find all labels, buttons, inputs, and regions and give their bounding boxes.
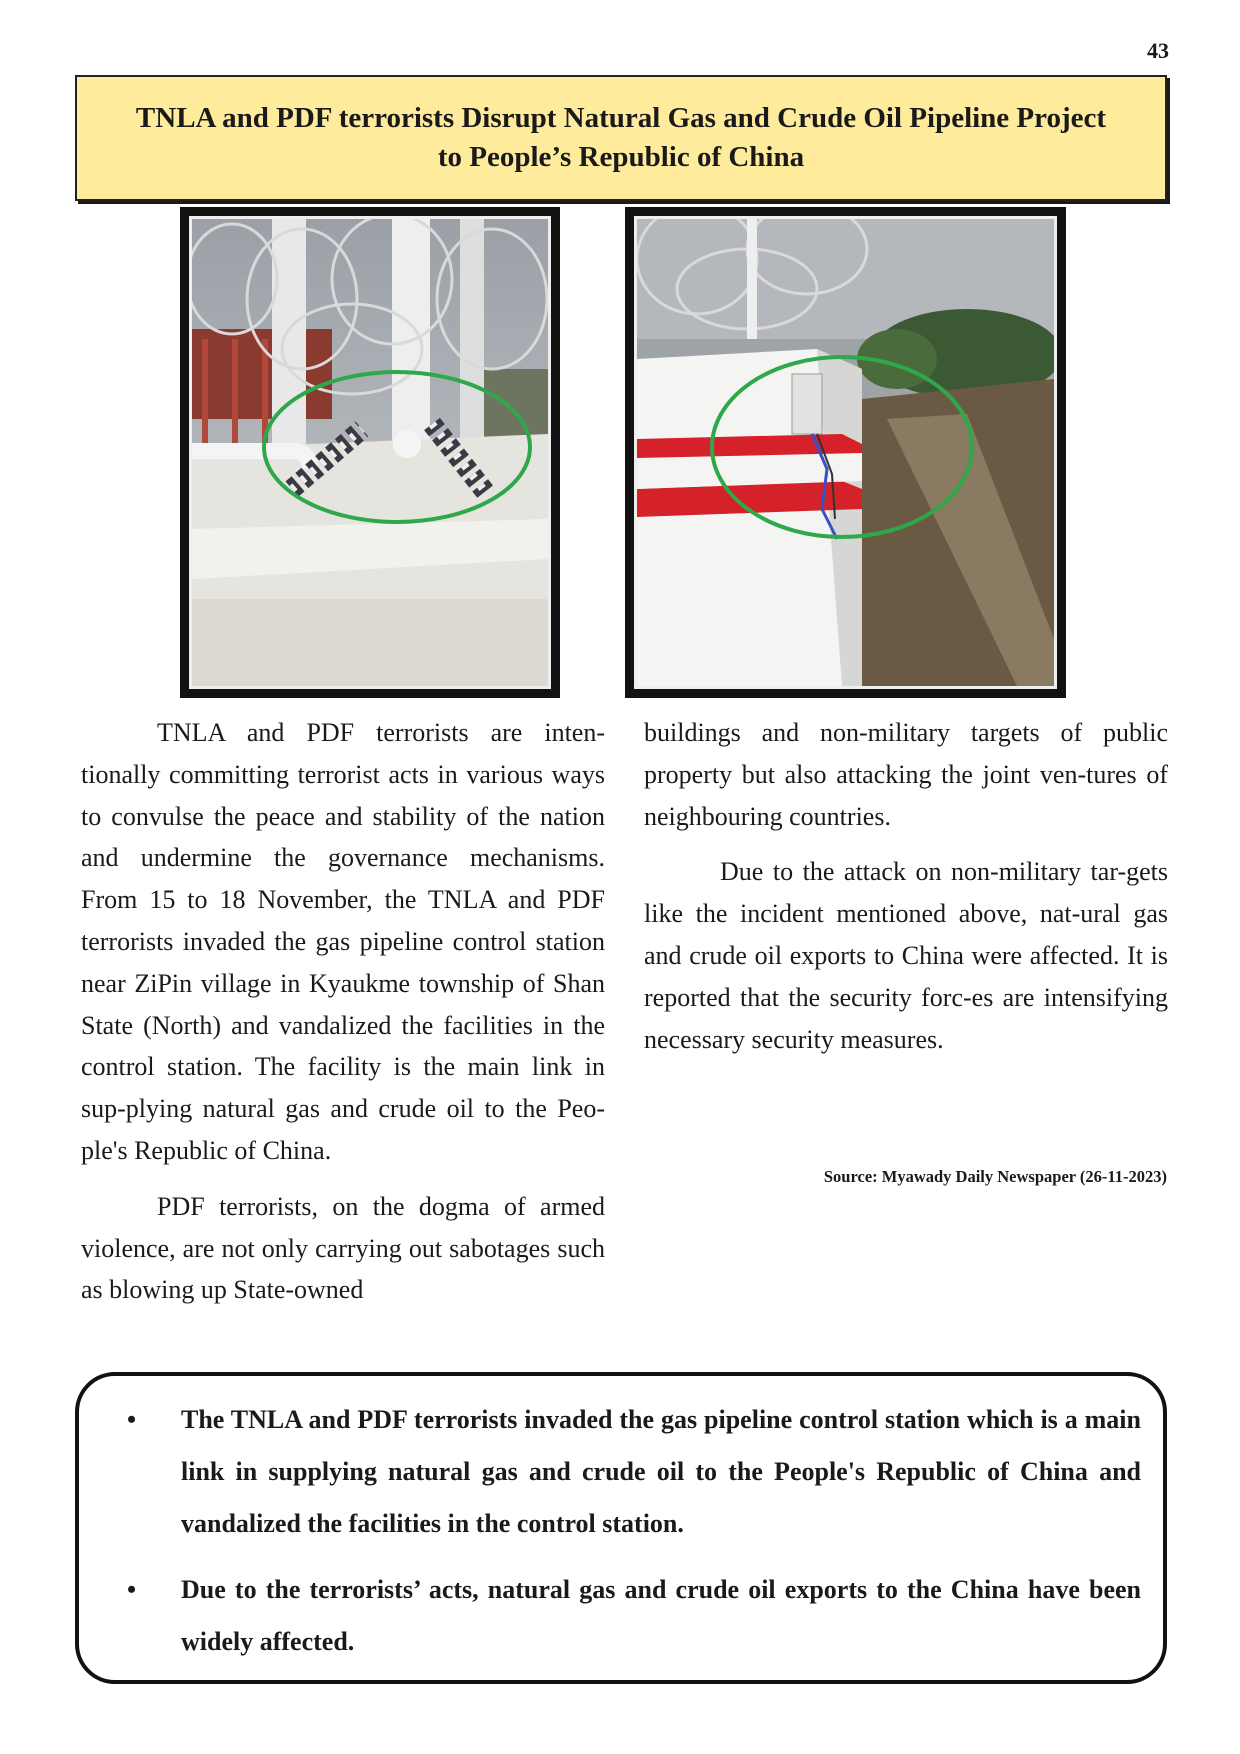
body-paragraph-2: PDF terrorists, on the dogma of armed violence, are not only carrying out sabotages such as blowing up State-owned [81, 1191, 605, 1305]
body-paragraph-2-continued: buildings and non-military targets of public property but also attacking the joint ven-tures of neighbouring countries. [644, 718, 1168, 831]
page-number: 43 [1147, 38, 1169, 63]
summary-item-text: The TNLA and PDF terrorists invaded the gas pipeline control station which is a main link in supplying natural gas and crude oil to the People's Republic of China and vandalized the facilities in the control station. [181, 1405, 1141, 1538]
bullet-icon: • [127, 1575, 137, 1604]
body-column-left [81, 712, 605, 1325]
photo-pair [180, 207, 1066, 698]
photo-control-box [625, 207, 1066, 698]
article-title-banner [75, 75, 1167, 201]
body-paragraph-1: TNLA and PDF terrorists are inten-tionally committing terrorist acts in various ways to convulse the peace and stability of the nation and undermine the governance mechanisms. From 15 to 18 November, the TNLA and PDF terrorists invaded the gas pipeline control station near ZiPin village in Kyaukme township of Shan State (North) and vandalized the facilities in the control station. The facility is the main link in sup-plying natural gas and crude oil to the Peo-ple's Republic of China. [81, 718, 605, 1165]
body-column-right [644, 712, 1168, 1074]
summary-list [109, 1394, 1141, 1668]
photo-gap [560, 207, 625, 698]
summary-box [75, 1372, 1167, 1684]
damaged-pipe-image [192, 219, 548, 686]
article-title-line-1: TNLA and PDF terrorists Disrupt Natural Gas and Crude Oil Pipeline Project [135, 102, 1107, 134]
photo-damaged-pipe [180, 207, 560, 698]
bullet-icon: • [127, 1405, 137, 1434]
article-title-line-2: to People’s Republic of China [437, 141, 805, 173]
control-box-image [637, 219, 1054, 686]
source-citation: Source: Myawady Daily Newspaper (26-11-2023) [823, 1167, 1167, 1186]
summary-item [109, 1394, 1141, 1550]
summary-item [109, 1564, 1141, 1668]
body-paragraph-3: Due to the attack on non-military tar-gets like the incident mentioned above, nat-ural gas and crude oil exports to China were affected. It is reported that the security forc-es are intensifying necessary security measures. [644, 857, 1168, 1054]
summary-item-text: Due to the terrorists’ acts, natural gas and crude oil exports to the China have been widely affected. [181, 1575, 1141, 1656]
article-title [136, 99, 1106, 177]
